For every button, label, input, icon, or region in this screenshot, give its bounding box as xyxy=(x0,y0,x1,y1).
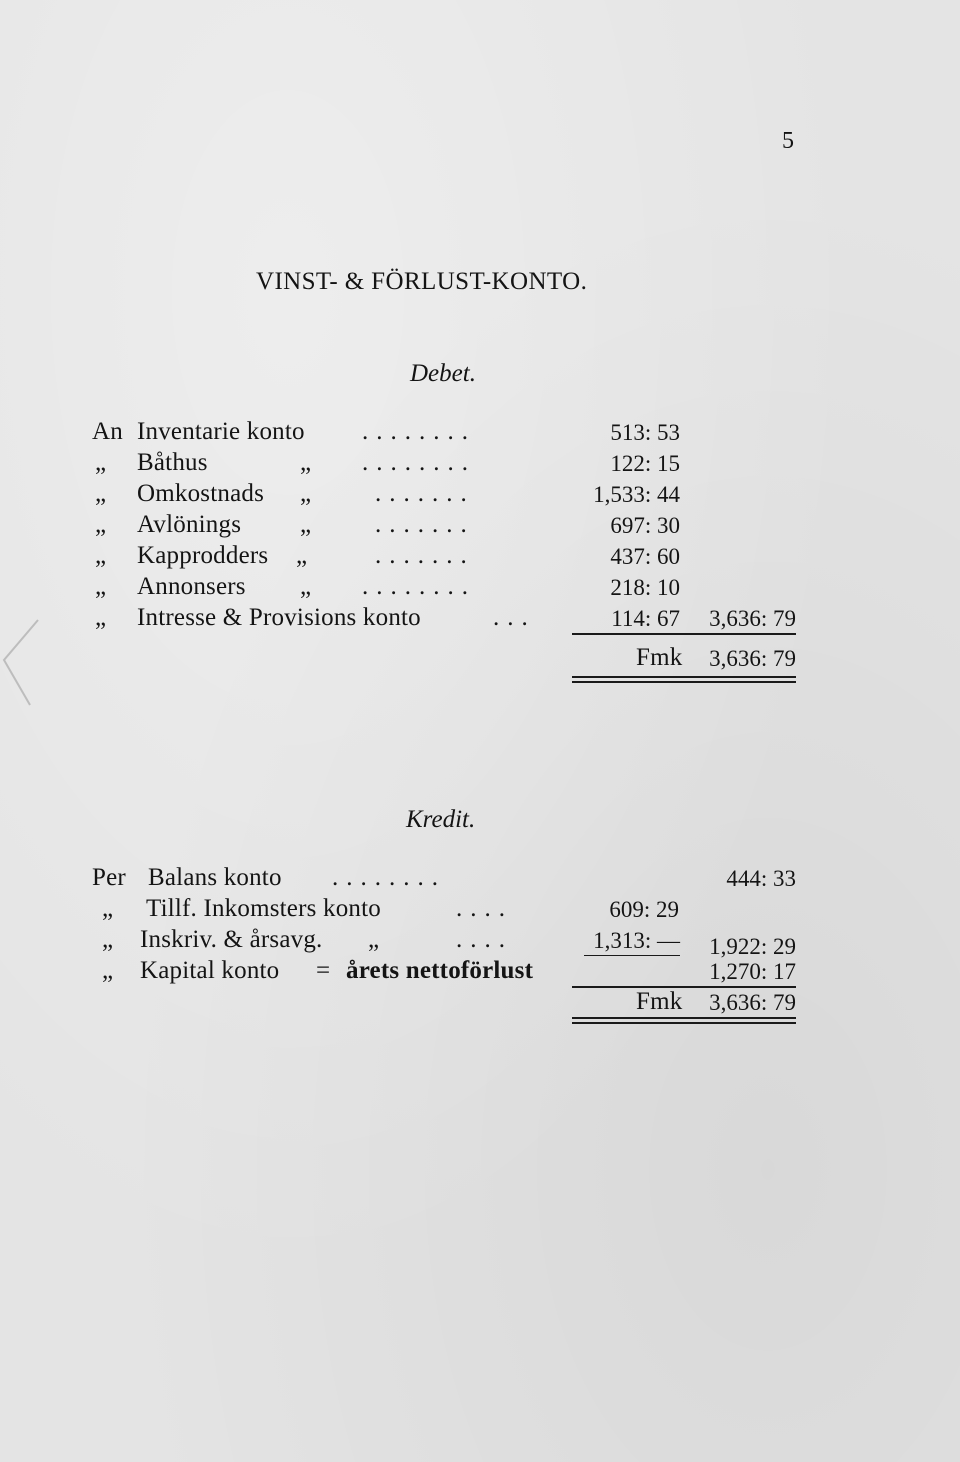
row-amount: 1,313: — xyxy=(593,928,680,953)
row-prefix: „ xyxy=(95,604,107,631)
row-amount: 513: 53 xyxy=(610,420,680,445)
row-label-bold: årets nettoförlust xyxy=(346,957,534,984)
dot-leader: ....... xyxy=(375,542,475,569)
ditto-mark: „ xyxy=(300,449,312,476)
row-label: Intresse & Provisions konto xyxy=(137,604,421,631)
row-prefix: „ xyxy=(95,573,107,600)
subtotal-rule xyxy=(572,986,796,988)
dot-leader: ....... xyxy=(375,480,475,507)
row-total: 444: 33 xyxy=(726,866,796,891)
fmk-label: Fmk xyxy=(636,988,683,1015)
row-prefix: „ xyxy=(95,511,107,538)
row-label: Avlönings xyxy=(137,511,242,538)
row-amount: 437: 60 xyxy=(610,544,680,569)
row-prefix: „ xyxy=(95,542,107,569)
dot-leader: ........ xyxy=(332,864,446,891)
dot-leader: ........ xyxy=(362,573,476,600)
row-label: Kapital konto xyxy=(140,957,280,984)
dot-leader: ....... xyxy=(375,511,475,538)
double-rule-top xyxy=(572,1017,796,1019)
ditto-mark: „ xyxy=(300,573,312,600)
double-rule-top xyxy=(572,676,796,678)
subtotal-rule xyxy=(572,633,796,635)
row-prefix: „ xyxy=(95,449,107,476)
ditto-mark: „ xyxy=(296,542,308,569)
dot-leader: ... xyxy=(493,604,536,631)
double-rule-bottom xyxy=(572,681,796,683)
row-total: 1,922: 29 xyxy=(709,934,796,959)
page-number: 5 xyxy=(782,128,794,154)
row-total: 1,270: 17 xyxy=(709,959,796,984)
row-label: Tillf. Inkomsters konto xyxy=(146,895,381,922)
row-label: Omkostnads xyxy=(137,480,264,507)
debet-heading: Debet. xyxy=(410,360,476,387)
row-prefix: An xyxy=(92,418,123,445)
row-label: Inskriv. & årsavg. xyxy=(140,926,323,953)
double-rule-bottom xyxy=(572,1022,796,1024)
row-prefix: „ xyxy=(102,957,114,984)
ditto-mark: „ xyxy=(368,926,380,953)
row-amount: 114: 67 xyxy=(611,606,680,631)
dot-leader: .... xyxy=(456,926,513,953)
page-title: VINST- & FÖRLUST-KONTO. xyxy=(256,268,588,295)
fmk-total: 3,636: 79 xyxy=(709,646,796,671)
row-label: Kapprodders xyxy=(137,542,269,569)
amount-underline xyxy=(584,955,680,956)
row-amount: 218: 10 xyxy=(610,575,680,600)
row-amount: 609: 29 xyxy=(609,897,679,922)
dot-leader: .... xyxy=(456,895,513,922)
row-prefix: Per xyxy=(92,864,126,891)
row-prefix: „ xyxy=(102,926,114,953)
equals-sign: = xyxy=(316,957,331,984)
margin-crease-mark xyxy=(0,600,40,710)
row-label: Inventarie konto xyxy=(137,418,305,445)
row-label: Båthus xyxy=(137,449,208,476)
dot-leader: ........ xyxy=(362,449,476,476)
fmk-label: Fmk xyxy=(636,644,683,671)
row-label: Annonsers xyxy=(137,573,246,600)
dot-leader: ........ xyxy=(362,418,476,445)
row-total: 3,636: 79 xyxy=(709,606,796,631)
row-prefix: „ xyxy=(95,480,107,507)
row-amount: 122: 15 xyxy=(610,451,680,476)
ditto-mark: „ xyxy=(300,511,312,538)
row-amount: 697: 30 xyxy=(610,513,680,538)
ditto-mark: „ xyxy=(300,480,312,507)
row-prefix: „ xyxy=(102,895,114,922)
fmk-total: 3,636: 79 xyxy=(709,990,796,1015)
kredit-heading: Kredit. xyxy=(406,806,476,833)
row-amount: 1,533: 44 xyxy=(593,482,680,507)
row-label: Balans konto xyxy=(148,864,282,891)
